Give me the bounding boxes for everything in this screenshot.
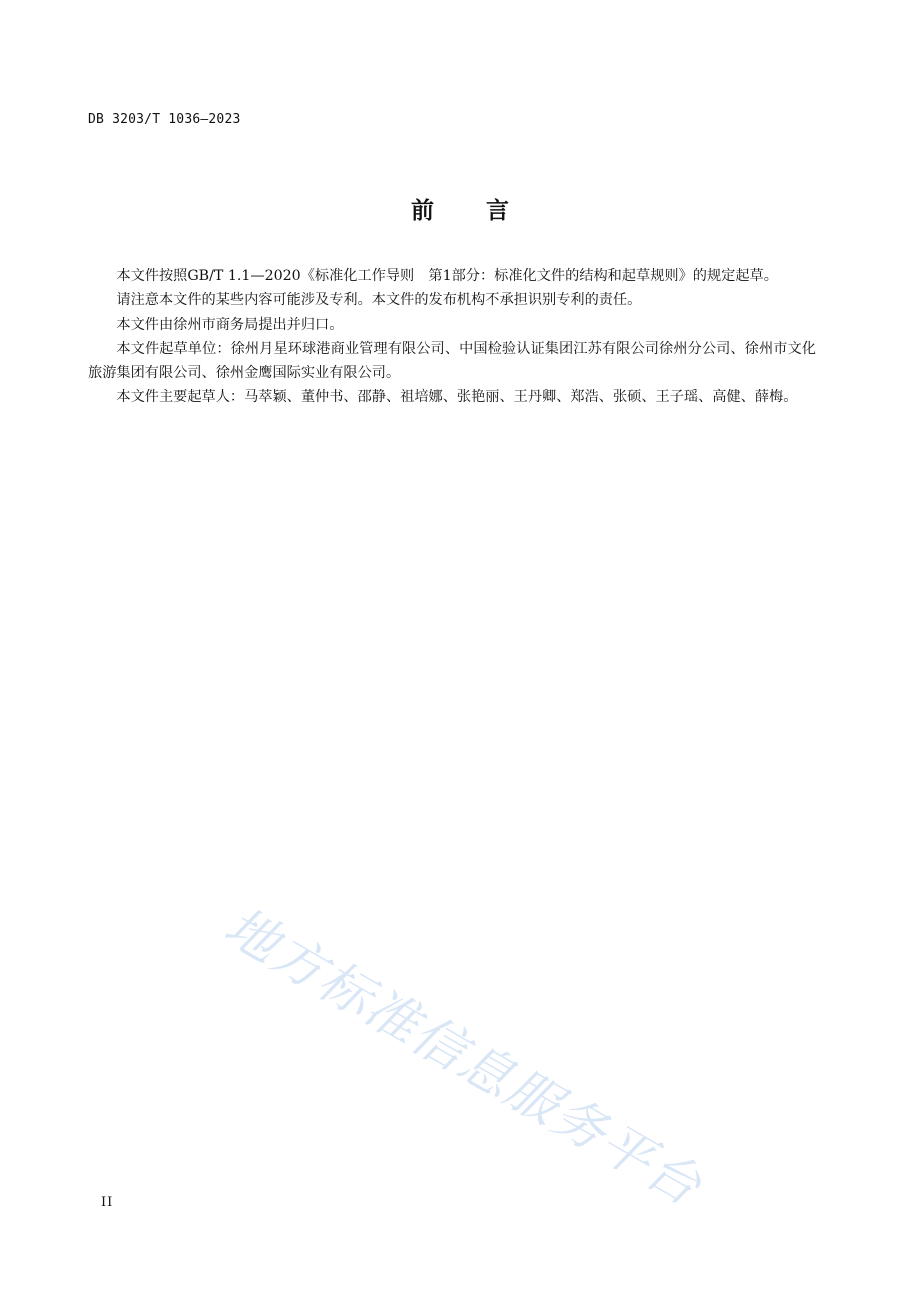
page-number: II [101, 1195, 114, 1210]
paragraph-proposer: 本文件由徐州市商务局提出并归口。 [116, 316, 344, 333]
document-code: DB 3203/T 1036—2023 [88, 112, 241, 127]
page-title: 前 言 [410, 198, 531, 224]
body-text [88, 264, 816, 410]
paragraph-drafting-basis: 本文件按照GB/T 1.1—2020《标准化工作导则 第1部分：标准化文件的结构和起草规则》的规定起草。 [116, 268, 778, 284]
watermark: 地方标准信息服务平台 [214, 896, 712, 1219]
paragraph-drafters: 本文件主要起草人：马萃颖、董仲书、邵静、祖培娜、张艳丽、王丹卿、郑浩、张硕、王子瑶、高健、薛梅。 [116, 389, 798, 406]
paragraph-drafting-units: 本文件起草单位：徐州月星环球港商业管理有限公司、中国检验认证集团江苏有限公司徐州分公司、徐州市文化旅游集团有限公司、徐州金鹰国际实业有限公司。 [88, 340, 816, 382]
paragraph-patent-notice: 请注意本文件的某些内容可能涉及专利。本文件的发布机构不承担识别专利的责任。 [116, 292, 642, 309]
